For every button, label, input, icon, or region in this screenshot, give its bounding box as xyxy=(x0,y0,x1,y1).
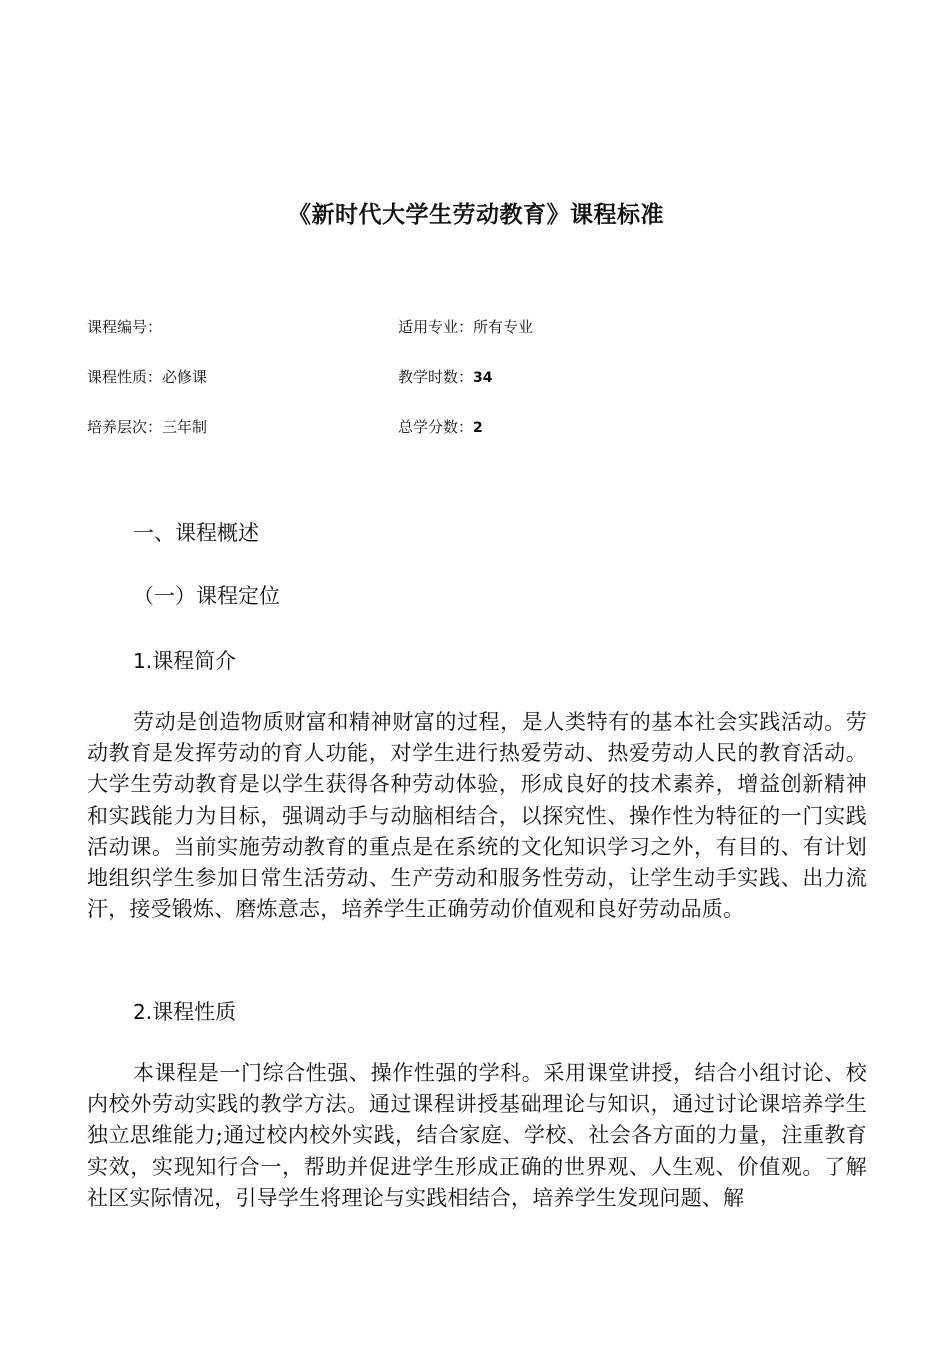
teaching-hours-value: 34 xyxy=(473,370,493,386)
paragraph-nature: 本课程是一门综合性强、操作性强的学科。采用课堂讲授，结合小组讨论、校内校外劳动实践的教学方法。通过课程讲授基础理论与知识，通过讨论课培养学生独立思维能力;通过校内校外实践，结合家庭、学校、社会各方面的力量，注重教育实效，实现知行合一，帮助并促进学生形成正确的世界观、人生观、价值观。了解社区实际情况，引导学生将理论与实践相结合，培养学生发现问题、解 xyxy=(87,1061,867,1210)
document-title: 《新时代大学生劳动教育》课程标准 xyxy=(288,202,664,228)
section-heading-overview: 一、课程概述 xyxy=(133,521,259,545)
major-value: 所有专业 xyxy=(473,318,534,336)
training-level-field xyxy=(87,416,207,438)
course-code-label: 课程编号： xyxy=(87,318,163,336)
major-field xyxy=(398,316,533,338)
course-nature-label: 课程性质： xyxy=(87,368,163,386)
course-nature-value: 必修课 xyxy=(162,368,208,386)
item-number: 2. xyxy=(133,1000,153,1024)
total-credits-value: 2 xyxy=(473,420,483,436)
item-heading-text: 课程简介 xyxy=(152,649,237,673)
training-level-label: 培养层次： xyxy=(87,418,163,436)
teaching-hours-label: 教学时数： xyxy=(398,368,474,386)
teaching-hours-field xyxy=(398,366,493,389)
paragraph-introduction: 劳动是创造物质财富和精神财富的过程，是人类特有的基本社会实践活动。劳动教育是发挥劳动的育人功能，对学生进行热爱劳动、热爱劳动人民的教育活动。大学生劳动教育是以学生获得各种劳动体验，形成良好的技术素养，增益创新精神和实践能力为目标，强调动手与动脑相结合，以探究性、操作性为特征的一门实践活动课。当前实施劳动教育的重点是在系统的文化知识学习之外，有目的、有计划地组织学生参加日常生活劳动、生产劳动和服务性劳动，让学生动手实践、出力流汗，接受锻炼、磨炼意志，培养学生正确劳动价值观和良好劳动品质。 xyxy=(87,710,867,922)
training-level-value: 三年制 xyxy=(162,418,208,436)
item-number: 1. xyxy=(133,649,153,673)
major-label: 适用专业： xyxy=(398,318,474,336)
subsection-heading-positioning: （一）课程定位 xyxy=(133,584,280,608)
item-heading-text: 课程性质 xyxy=(152,1000,237,1024)
item-heading-introduction xyxy=(133,646,236,676)
total-credits-label: 总学分数： xyxy=(398,418,474,436)
total-credits-field xyxy=(398,416,483,439)
item-heading-nature xyxy=(133,997,236,1027)
course-code-field xyxy=(87,316,162,338)
course-nature-field xyxy=(87,366,207,388)
